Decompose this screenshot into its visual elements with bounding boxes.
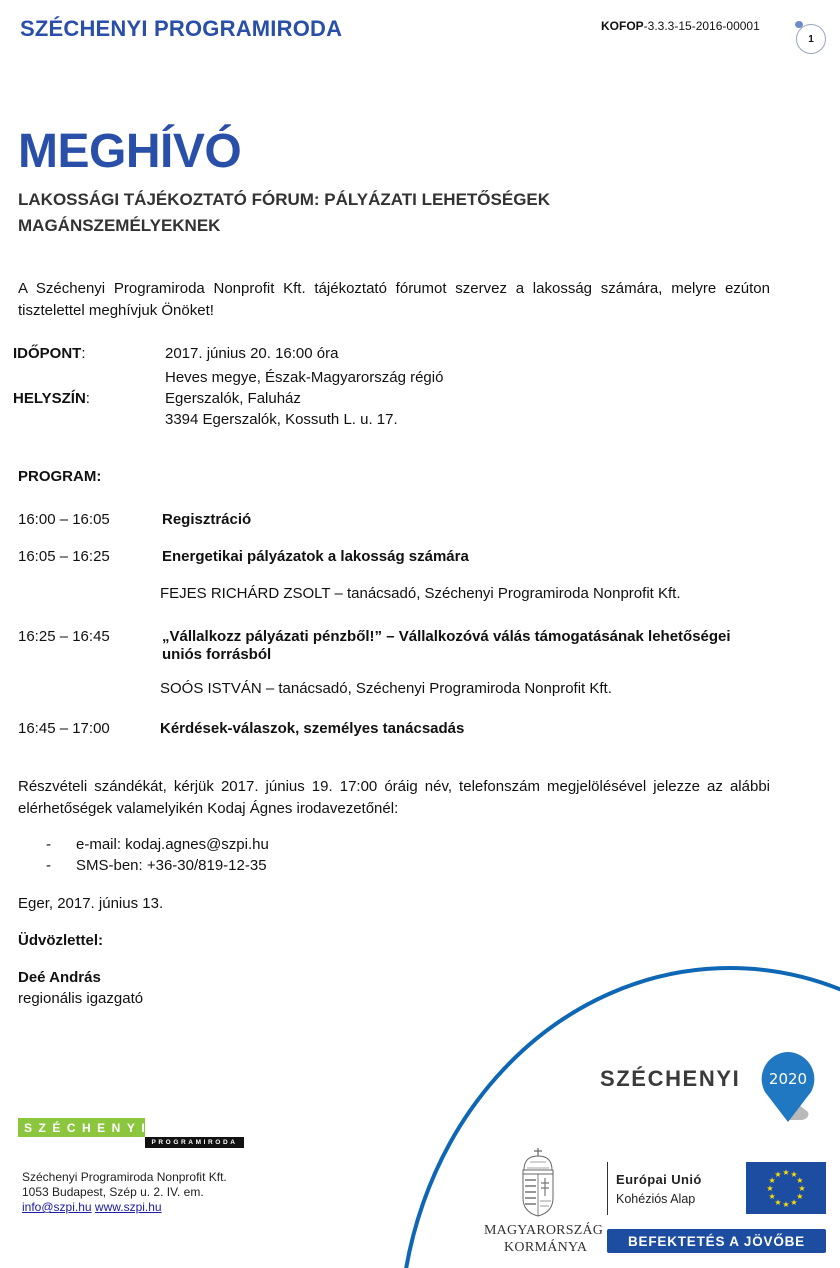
program-time: 16:45 – 17:00 xyxy=(18,720,110,737)
bullet-dash: - xyxy=(46,857,51,874)
footer-links xyxy=(22,1200,227,1215)
eu-stars xyxy=(746,1162,826,1214)
intro-paragraph: A Széchenyi Programiroda Nonprofit Kft. tájékoztató fórumot szervez a lakosság számára, melyre ezúton tisztelettel meghívjuk Önöket! xyxy=(18,280,770,319)
program-speaker: FEJES RICHÁRD ZSOLT – tanácsadó, Széchenyi Programiroda Nonprofit Kft. xyxy=(160,585,681,602)
place-line-3: 3394 Egerszalók, Kossuth L. u. 17. xyxy=(165,411,398,428)
government-line-2: KORMÁNYA xyxy=(504,1240,588,1255)
time-label-text: IDŐPONT xyxy=(13,345,82,362)
footer-website-link[interactable]: www.szpi.hu xyxy=(94,1200,162,1214)
szpi-logo-bottom: PROGRAMIRODA xyxy=(145,1137,244,1148)
page-subtitle: LAKOSSÁGI TÁJÉKOZTATÓ FÓRUM: PÁLYÁZATI LEHETŐSÉGEK MAGÁNSZEMÉLYEKNEK xyxy=(18,190,551,235)
szechenyi-2020-year: 2020 xyxy=(768,1070,808,1088)
reference-code: KOFOP xyxy=(601,19,644,33)
eu-star-icon: ★ xyxy=(782,1200,790,1209)
eu-star-icon: ★ xyxy=(796,1176,804,1185)
coat-of-arms-icon xyxy=(518,1146,558,1222)
contact-sms: SMS-ben: +36-30/819-12-35 xyxy=(76,857,267,874)
eu-star-icon: ★ xyxy=(768,1192,776,1201)
page-title: MEGHÍVÓ xyxy=(18,125,242,178)
program-title-line-1: „Vállalkozz pályázati pénzből!” – Vállalkozóvá válás támogatásának lehetőségei xyxy=(162,628,731,645)
place-date: Eger, 2017. június 13. xyxy=(18,895,164,912)
szpi-logo-top: SZÉCHENYI xyxy=(18,1118,145,1137)
contact-email: e-mail: kodaj.agnes@szpi.hu xyxy=(76,836,269,853)
szechenyi-2020-pin-icon xyxy=(758,1050,818,1124)
program-title-line-2: uniós forrásból xyxy=(162,646,272,663)
program-title: Regisztráció xyxy=(162,511,252,528)
place-label-text: HELYSZÍN xyxy=(13,390,86,407)
eu-star-icon: ★ xyxy=(796,1192,804,1201)
program-time: 16:05 – 16:25 xyxy=(18,548,110,565)
footer-street: 1053 Budapest, Szép u. 2. IV. em. xyxy=(22,1185,204,1199)
registration-note: Részvételi szándékát, kérjük 2017. június 19. 17:00 óráig név, telefonszám megjelölésével jelezze az alábbi elérhetőségek valamelyikén Kodaj Ágnes irodavezetőnél: xyxy=(18,778,770,817)
eu-star-icon: ★ xyxy=(790,1197,798,1207)
footer-address xyxy=(22,1170,227,1215)
eu-star-icon: ★ xyxy=(798,1184,806,1193)
eu-fund: Kohéziós Alap xyxy=(616,1192,696,1206)
eu-star-icon: ★ xyxy=(768,1176,776,1185)
eu-flag-icon xyxy=(746,1162,826,1214)
reference-number: -3.3.3-15-2016-00001 xyxy=(643,19,760,33)
program-time: 16:25 – 16:45 xyxy=(18,628,110,645)
signer-name: Deé András xyxy=(18,969,101,986)
page-number-badge: 1 xyxy=(796,24,826,54)
footer-email-link[interactable]: info@szpi.hu xyxy=(22,1200,92,1214)
bullet-dash: - xyxy=(46,836,51,853)
greeting: Üdvözlettel: xyxy=(18,932,104,949)
eu-star-icon: ★ xyxy=(766,1184,774,1193)
place-label-colon: : xyxy=(85,390,90,407)
signer-title: regionális igazgató xyxy=(18,990,144,1007)
slogan-banner: BEFEKTETÉS A JÖVŐBE xyxy=(607,1229,826,1253)
time-label-colon: : xyxy=(81,345,86,362)
program-time: 16:00 – 16:05 xyxy=(18,511,110,528)
eu-star-icon: ★ xyxy=(790,1170,798,1180)
eu-star-icon: ★ xyxy=(774,1197,782,1207)
place-line-1: Heves megye, Észak-Magyarország régió xyxy=(165,369,444,386)
header-brand: SZÉCHENYI PROGRAMIRODA xyxy=(20,16,343,41)
eu-divider xyxy=(607,1162,608,1215)
government-line-1: MAGYARORSZÁG xyxy=(484,1223,604,1238)
program-heading: PROGRAM: xyxy=(18,468,102,485)
eu-name: Európai Unió xyxy=(616,1172,702,1187)
program-title: Kérdések-válaszok, személyes tanácsadás xyxy=(160,720,465,737)
eu-star-icon: ★ xyxy=(782,1168,790,1177)
place-line-2: Egerszalók, Faluház xyxy=(165,390,301,407)
program-title: Energetikai pályázatok a lakosság számára xyxy=(162,548,469,565)
time-value: 2017. június 20. 16:00 óra xyxy=(165,345,339,362)
program-speaker: SOÓS ISTVÁN – tanácsadó, Széchenyi Programiroda Nonprofit Kft. xyxy=(160,680,612,697)
szechenyi-2020-word: SZÉCHENYI xyxy=(600,1066,741,1091)
eu-star-icon: ★ xyxy=(774,1170,782,1180)
footer-org: Széchenyi Programiroda Nonprofit Kft. xyxy=(22,1170,227,1184)
